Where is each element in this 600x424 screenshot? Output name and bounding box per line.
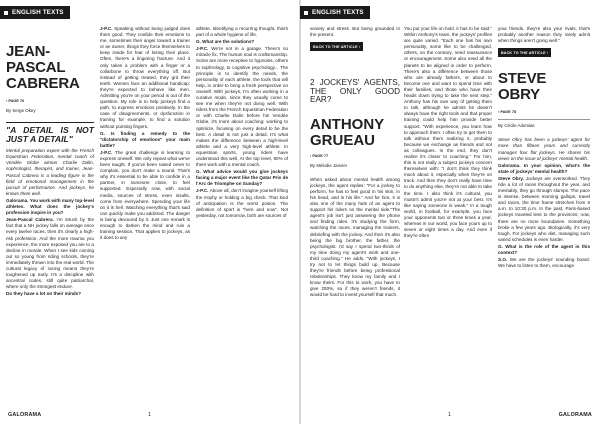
paragraph: athlete. Identifying a recurring thought, that's part of a whole hygiene of life.	[196, 26, 288, 38]
back-to-article-button[interactable]: BACK TO THE ARTICLE ›	[310, 42, 363, 51]
pullquote: "A DETAIL IS NOT JUST A DETAIL"	[6, 122, 94, 144]
answer-label: Jean-Pascal Cabrera.	[6, 217, 54, 223]
name-line-2: GRUEAU	[310, 131, 376, 149]
question-label: Galorama.	[6, 197, 29, 203]
page-number: 1	[448, 412, 451, 418]
right-column-2	[404, 26, 492, 240]
byline: By Mélodie Janvier	[310, 162, 348, 168]
answer-text: Above all, don't imagine yourself lifting the trophy or holding a big check. That kind of anticipation is the worst poison. The definition of sport is "here and now". Not yesterday, not tomorrow, both are sources of	[196, 188, 288, 218]
page-reference-link[interactable]: › PAGE 77	[310, 153, 329, 158]
answer-2	[498, 257, 590, 269]
name-line-2: CABRERA	[6, 75, 80, 92]
answer-label: Steve Obry.	[498, 175, 524, 181]
name-line-1: ANTHONY	[310, 115, 385, 133]
answer-label: J-P.C.	[196, 46, 209, 52]
answer-label: S.O.	[498, 257, 508, 263]
answer-text: I'm struck by the fact that a NH jockey falls on average once every twelve races, then it's clearly a high-risk profession. And the more trauma you experience, the more exposed you are to a decline in morale. When I see kids coming out so young from riding schools, they're immediately thrown into the real world. The cultural legacy of racing means they're toughened up early. It's a discipline with ancestral codes, still quite patriarchal, where only the strongest endure.	[6, 217, 94, 290]
right-column-3	[498, 26, 590, 270]
question-text: You work with many top-level athletes. What does the jockey's profession inspire in you?	[6, 197, 94, 216]
answer-text: We're not in a garage. There's no miracle fix. The human soul is craftsmanship. Some are more receptive to hypnosis, others to sophrology, to cognitive psychology... The principle is to identify the needs, the personality of each athlete, the tools that will help, in order to bring a fresh perspective on oneself. With jockeys, I'm often working in a curative mode, since they usually come to see me when they're not doing well. With riders from the French Equestrian Federation or with Charlie Dalin before his Vendée Globe, it's more about coaching: working to optimize, focusing on every detail to be the best. A detail is not just a detail. It's what makes the difference between a high-level athlete and a very high-level athlete. In equestrian sports, young riders have understood this well. At the top level, 80% of them work with a mental coach.	[196, 46, 288, 168]
answer-label: J-P.C.	[100, 149, 113, 155]
answer-label: J-P.C.	[196, 188, 209, 194]
answer-3	[100, 150, 190, 241]
body-text: You put your life on hold, it has to be said." Within Anthony's team, the jockeys' profiles are quite varied. "Each one has his own personality, some like to be challenged, others, on the contrary, need reassurance or encouragement. Some also need all the planets to be aligned in order to perform. There's also a difference between those who are already fathers, or about to become one and want to spend time with their families, and those who have their heads down trying to take the next step." Anthony has his own way of getting them to talk, although he admits he doesn't always have the right tools and that proper training could help him provide better support. "With experience, you learn how to approach them. I often try to get them to talk without them realizing it, probably because we exchange as friends and not as colleagues. In the end, they don't realize it's closer to coaching." For him, this is not really a subject jockeys concern themselves with: "I don't think they think much about it, especially when they're on track. And then they don't really have time to do anything else, they're not able to take the time. I also think it's cultural, you mustn't admit you're not at your best. It's like saying someone is weak." In a tough world, in football, for example, you face your opponents two or three times a year, whereas in our world, you face yours up to seven or eight times a day. And even if they're often	[404, 26, 492, 239]
page-number: 1	[148, 412, 151, 418]
section-tab	[0, 6, 70, 19]
section-label: ENGLISH TEXTS	[312, 9, 364, 16]
square-icon	[4, 11, 8, 15]
answer-text: Speaking without being judged does them good. They confide their emotions to me, sometimes their anger toward a trainer or an owner, things they force themselves to keep inside for fear of losing their place. Often, there's a lingering fracture. And it only takes a problem with a finger or a collarbone to throw everything off. But instead of getting treated, they grit their teeth. Women face an additional handicap: they're expected to behave like men. Admitting you're on your period is out of the question. My role is to help jockeys find a path, to express emotions positively. In the case of disagreements, or dysfunction in training for example, to find a solution without pointing fingers.	[100, 26, 191, 129]
right-page	[300, 0, 600, 424]
question-text: In your opinion, what's the state of jockeys' mental health?	[498, 162, 590, 174]
divider	[498, 119, 590, 120]
back-to-article-button[interactable]: BACK TO THE ARTICLE ›	[498, 48, 551, 57]
left-column-2	[100, 26, 190, 242]
answer-text: We are the jockeys' sounding board. We have to listen to them, encourage	[498, 257, 590, 269]
question-label: Galorama.	[498, 162, 521, 168]
intro-paragraph: Mental preparation expert with the French Equestrian Federation, mental coach of Vendée Globe winner Charlie Dalin, sophrologist, therapist, and trainer, Jean-Pascal Cabrera is a leading figure in the field of emotional management in the pursuit of performance. And jockeys, he knows them well.	[6, 148, 94, 196]
interviewee-name	[6, 44, 94, 92]
intro-paragraph: Steve Obry has been a jockeys' agent for more than fifteen years and currently manages four flat jockeys. He shares his views on the issue of jockeys' mental health.	[498, 137, 590, 161]
footer-logo: GALORAMA	[558, 412, 592, 418]
name-line-1: JEAN-PASCAL	[6, 43, 66, 76]
square-icon	[304, 11, 308, 15]
question-2: G. What is the role of the agent in this context?	[498, 243, 590, 256]
paragraph: anxiety and stress. But being grounded in the present.	[310, 26, 400, 38]
section-label: ENGLISH TEXTS	[12, 9, 64, 16]
byline: By Cécile Adomias	[498, 123, 535, 129]
left-column-1	[6, 26, 94, 298]
question-2: Do they have a lot on their minds?	[6, 291, 82, 297]
answer-text: The great challenge is learning to express oneself. We only repeat what we've been taught. If you've been raised never to complain, you don't make a sound. That's why it's essential to be able to confide in a partner, in someone close, to feel supported. Especially now, with social media, sources of stress, even insults, come from everywhere. Spending your life on it is hell. Watching everything that's said can quickly make you addicted. The danger is being devoured by it. Just one remark is enough to darken the mind and ruin a training session. That applies to jockeys, as it does to any	[100, 149, 190, 241]
byline: By Serge Okey	[6, 108, 36, 114]
paragraph: your friends, they're also your rivals, that's probably another reason they rarely admit when things aren't going well."	[498, 26, 590, 44]
answer-paragraph	[100, 26, 190, 130]
question-4: G. What are the solutions?	[196, 39, 255, 45]
answer-4	[196, 46, 288, 168]
answer-text: Jockeys are overworked. They ride a lot of races throughout the year, and inevitably, they go through slumps. The pace is intense, between morning gallops, travel and races, the time frame stretches from 6 a.m. to 10:30 p.m. In the past, Paris-based jockeys traveled less to the provinces; now, there are no more boundaries. Something broke a few years ago. Biologically, it's very tough. For jockeys who diet, managing such varied schedules is even harder.	[498, 175, 590, 242]
right-column-1	[310, 26, 400, 300]
answer-1	[498, 176, 590, 243]
page-reference-link[interactable]: › PAGE 78	[498, 110, 517, 115]
footer-logo: GALORAMA	[8, 412, 42, 418]
article-header: 2 JOCKEYS' AGENTS, THE ONLY GOOD EAR?	[310, 78, 400, 105]
answer-label: J-P.C.	[100, 26, 113, 31]
answer-5	[196, 188, 288, 218]
answer-1	[6, 217, 94, 290]
left-column-3	[196, 26, 288, 220]
question-1	[498, 163, 590, 175]
question-1	[6, 198, 94, 216]
body-text: When asked about mental health among jockeys, the agent replies: "For a jockey to perform, he has to feel good in his skin, in his head, and in his life." And for him, it is also one of the many hats of an agent to support his riders on the mental side."The agent's job isn't just answering the phone and finding rides. It's studying the form, watching the races, managing the trainers, debriefing with the jockey. And then it's also being the big brother, the father, the psychologist. I'd say I spend two-thirds of my time doing my agent's work and one-third coaching." He adds, "With jockeys, I try not to let things build up. Because they're friends before being professional relationships. They know my family and I know theirs. For this to work, you have to give 200%, so if they weren't friends, it would be hard to invest yourself that much.	[310, 176, 400, 298]
page-reference-link[interactable]: › PAGE 76	[6, 99, 25, 103]
interviewee-name	[310, 117, 400, 149]
question-5: G. What advice would you give jockeys facing a major event like the Qatar Prix de l'Arc de Triomphe on Sunday?	[196, 169, 288, 187]
interviewee-name: STEVE OBRY	[498, 70, 547, 104]
question-3: G. Is finding a remedy to the "dictatorship of emotions" your main battle?	[100, 130, 190, 148]
section-tab	[300, 6, 370, 19]
